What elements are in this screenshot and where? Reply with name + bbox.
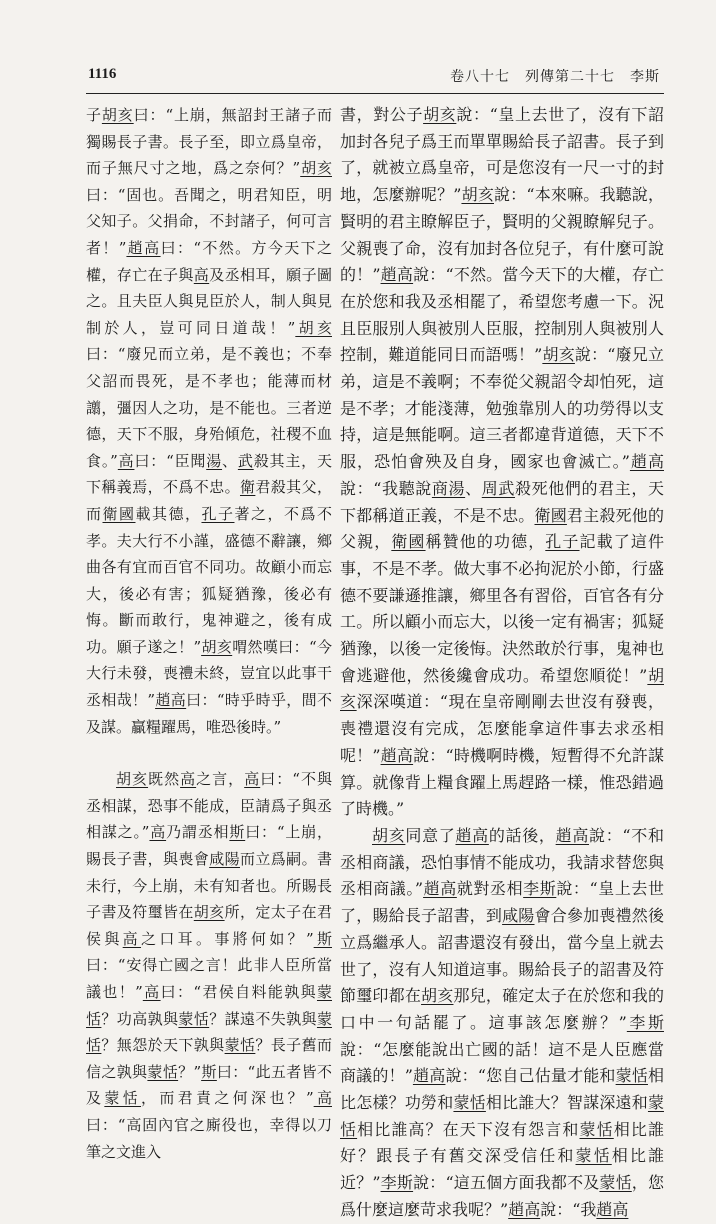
text-run: 所，定太子在君侯與 <box>86 903 332 948</box>
text-run: 同意了 <box>405 825 456 845</box>
proper-noun: 高 <box>122 929 142 948</box>
proper-noun: 趙高 <box>380 265 414 285</box>
classical-text-column <box>86 102 332 1165</box>
text-run: 曰：“高固內官之廝役也，幸得以刀筆之文進入 <box>86 1115 332 1161</box>
text-run: 就對丞相 <box>456 879 524 899</box>
proper-noun: 趙高 <box>126 238 161 257</box>
proper-noun: 趙高 <box>508 1199 541 1219</box>
proper-noun: 衛國 <box>391 532 426 552</box>
text-run: 記載了這件事，不是不孝。做大事不必拘泥於小節，行盛德不要謙遜推讓，鄉里各有習俗，百官各有分工。所以顧小而忘大，以後一定有禍害；狐疑猶豫，以後一定後悔。決然敢於行事，鬼神也會逃避他，然後纔會成功。希望您順從！” <box>340 532 664 685</box>
proper-noun: 咸陽 <box>209 850 240 869</box>
text-run: 稱贊他的功德， <box>425 532 546 552</box>
proper-noun: 趙高 <box>629 452 664 472</box>
text-run: ？謀遠不失孰與 <box>209 1009 317 1028</box>
proper-noun: 蒙恬 <box>453 1093 486 1113</box>
proper-noun: 衛 <box>239 478 256 497</box>
proper-noun: 周武 <box>481 478 516 498</box>
proper-noun: 斯 <box>313 929 332 948</box>
translation-text-column <box>340 102 664 1224</box>
proper-noun: 蒙恬 <box>147 1062 179 1081</box>
proper-noun: 蒙恬 <box>86 983 332 1028</box>
proper-noun: 趙高 <box>555 825 590 845</box>
text-run: 的話後， <box>488 825 556 845</box>
proper-noun: 蒙恬 <box>224 1036 256 1055</box>
text-run: 會合參加喪禮然後立爲繼承人。詔書還沒有發出，當今皇上就去世了，沒有人知道這事。賜給長子的詔書及符節璽印都在 <box>340 906 664 1006</box>
proper-noun: 斯 <box>229 823 246 842</box>
text-run: 載其德， <box>135 504 202 523</box>
translation-paragraph-1 <box>340 102 664 823</box>
proper-noun: 蒙恬 <box>575 1146 612 1166</box>
proper-noun: 胡亥 <box>101 106 134 124</box>
text-run: 喟然嘆曰：“今大行未發，喪禮未終，豈宜以此事干丞相哉！” <box>86 637 332 710</box>
text-run: 曰：“此五者皆不及 <box>86 1062 332 1108</box>
proper-noun: 胡亥 <box>193 903 225 922</box>
text-run: 說：“我 <box>540 1199 597 1219</box>
text-run: 曰：“上崩，賜長子書，與喪會 <box>86 823 332 869</box>
text-run: ？” <box>178 1062 202 1081</box>
text-run: 說：“您自己估量才能和 <box>445 1066 616 1086</box>
proper-noun: 胡亥 <box>542 345 575 365</box>
proper-noun: 胡亥 <box>116 770 149 789</box>
proper-noun: 蒙恬 <box>340 1093 664 1139</box>
text-run: 曰：“君侯自料能孰與 <box>160 983 317 1001</box>
proper-noun: 衛國 <box>102 504 136 523</box>
proper-noun: 斯 <box>201 1062 217 1081</box>
text-run: 相比誰好？跟長子有舊交深受信任和 <box>340 1119 664 1166</box>
text-run: 說：“皇上去世了，賜給長子詔書，到 <box>340 879 664 926</box>
proper-noun: 胡亥 <box>340 665 664 712</box>
text-run: 曰：“上崩，無詔封王諸子而獨賜長子書。長子至，即立爲皇帝，而子無尺寸之地，爲之奈何？” <box>86 106 332 178</box>
proper-noun: 胡亥 <box>300 159 332 178</box>
text-run: 曰：“臣聞 <box>134 451 207 470</box>
classical-paragraph-2 <box>86 766 332 1165</box>
proper-noun: 蒙恬 <box>178 1009 210 1028</box>
classical-paragraph-1 <box>86 102 332 740</box>
proper-noun: 武 <box>237 451 254 470</box>
proper-noun: 衛國 <box>534 505 567 525</box>
text-run: 既然 <box>148 770 181 789</box>
text-run: 相比誰大？智謀深遠和 <box>485 1093 648 1113</box>
text-run: 、 <box>222 451 238 470</box>
text-run: 而立爲嗣。書未行，今上崩，未有知者也。所賜長子書及符璽皆在 <box>86 850 332 922</box>
text-run: 相比誰高？在天下沒有怨言和 <box>357 1119 580 1139</box>
proper-noun: 胡亥 <box>372 825 406 845</box>
text-run: 、 <box>465 478 482 498</box>
text-run: 之口耳。事將何如？” <box>141 929 314 948</box>
text-run: ？功高孰與 <box>101 1009 179 1028</box>
text-run: 子 <box>86 106 102 124</box>
proper-noun: 高 <box>193 265 210 284</box>
proper-noun: 湯 <box>206 451 223 470</box>
proper-noun: 李斯 <box>380 1173 414 1193</box>
proper-noun: 趙高 <box>155 691 187 710</box>
proper-noun: 商湯 <box>431 478 466 498</box>
text-run: 著之，不爲不孝。夫大行不小謹，盛德不辭讓，鄉曲各有宜而百官不同功。故顧小而忘大，後必有害；狐疑猶豫，後必有悔。斷而敢行，鬼神避之，後有成功。願子遂之！” <box>86 504 332 656</box>
text-run: 說：“時機啊時機，短暫得不允許謀算。就像背上糧食躍上馬趕路一樣，惟恐錯過了時機。” <box>340 745 664 819</box>
text-run: 曰：“不與丞相謀，恐事不能成，臣請爲子與丞相謀之。” <box>86 770 332 842</box>
proper-noun: 李斯 <box>523 879 557 899</box>
text-run: ？長子舊而信之孰與 <box>86 1036 332 1081</box>
text-run: 曰：“時乎時乎，間不及謀。贏糧躍馬，唯恐後時。” <box>86 691 332 736</box>
paragraph-gap <box>86 740 332 766</box>
text-run: 曰：“安得亡國之言！此非人臣所當議也！” <box>86 956 332 1001</box>
proper-noun: 胡亥 <box>201 637 233 656</box>
proper-noun: 高 <box>180 770 197 789</box>
proper-noun: 蒙恬 <box>615 1066 648 1086</box>
translation-paragraph-2 <box>340 823 664 1224</box>
proper-noun: 咸陽 <box>502 906 535 926</box>
text-run: 相比誰近？” <box>340 1146 664 1193</box>
proper-noun: 胡亥 <box>421 986 454 1006</box>
page-number: 1116 <box>88 66 117 82</box>
text-run: ，而君責之何深也？” <box>141 1089 314 1108</box>
text-run: 說：“不然。當今天下的大權，存亡在於您和我及丞相罷了，希望您考慮一下。況且臣服別人與被別人臣服，控制別人與被別人控制，難道能同日而語嗎！” <box>340 265 664 365</box>
proper-noun: 高 <box>117 451 135 470</box>
text-run: 書，對公子 <box>340 105 424 124</box>
proper-noun: 趙高 <box>380 745 414 765</box>
text-run: 說：“這五個方面我都不及 <box>413 1173 600 1193</box>
proper-noun: 蒙恬 <box>579 1119 614 1139</box>
text-run: 曰：“廢兄而立弟，是不義也；不奉父詔而畏死，是不孝也；能薄而材譾，彊因人之功，是不能也。三者逆德，天下不服，身殆傾危，社稷不血食。” <box>86 345 332 470</box>
text-run: 說：“廢兄立弟，這是不義啊；不奉從父親詔令却怕死，這是不孝；才能淺薄，勉強靠別人的功勞得以支持，這是無能啊。這三者都違背道德，天下不服，恐怕會殃及自身，國家也會滅亡。” <box>340 345 664 472</box>
proper-noun: 胡亥 <box>461 185 494 205</box>
text-run: 曰：“固也。吾聞之，明君知臣，明父知子。父捐命，不封諸子，何可言者！” <box>86 185 332 257</box>
text-run: 說：“皇上去世了，沒有下詔加封各兒子爲王而單單賜給長子詔書。長子到了，就被立爲皇帝，可是您沒有一尺一寸的封地，怎麼辦呢？” <box>340 105 664 205</box>
text-run: 君主殺死他的父親， <box>340 505 664 552</box>
proper-noun: 高 <box>149 823 167 842</box>
running-head: 卷八十七 列傳第二十七 李斯 <box>450 69 660 85</box>
text-run: 說：“不和丞相商議，恐怕事情不能成功，我請求替您與丞相商議。” <box>340 825 664 899</box>
proper-noun: 趙高 <box>423 879 457 899</box>
text-run: ？無怨於天下孰與 <box>101 1036 225 1055</box>
text-run: 乃謂丞相 <box>166 823 230 842</box>
proper-noun: 高 <box>244 770 261 789</box>
proper-noun: 李斯 <box>626 1012 664 1032</box>
proper-noun: 蒙恬 <box>599 1173 632 1193</box>
text-run: 那兒，確定太子在於您和我的口中一句話罷了。這事該怎麼辦？” <box>340 986 664 1032</box>
proper-noun: 趙高 <box>412 1066 446 1086</box>
proper-noun: 高 <box>313 1089 332 1108</box>
text-run: 深深嘆道：“現在皇帝剛剛去世沒有發喪，喪禮還沒有完成，怎麼能拿這件事去求丞相呢！” <box>340 692 664 765</box>
proper-noun: 胡亥 <box>295 318 332 337</box>
proper-noun: 趙高 <box>596 1199 629 1219</box>
text-run: ，您爲什麼這麼苛求我呢？” <box>340 1173 664 1219</box>
proper-noun: 趙高 <box>455 825 489 845</box>
text-run: 殺死他們的君主，天下都稱道正義，不是不忠。 <box>340 478 664 525</box>
text-run: 相比怎樣？功勞和 <box>340 1066 664 1113</box>
text-run: 說：“本來嘛。我聽說，賢明的君主瞭解臣子，賢明的父親瞭解兒子。父親喪了命，沒有加封各位兒子，有什麼可說的！” <box>340 185 664 285</box>
proper-noun: 胡亥 <box>423 105 457 124</box>
text-run: 殺其主，天下稱義焉，不爲不忠。 <box>86 451 332 497</box>
proper-noun: 蒙恬 <box>104 1089 142 1108</box>
text-run: 之言， <box>196 770 245 789</box>
text-run: 及丞相耳，願子圖之。且夫臣人與見臣於人，制人與見制於人，豈可同日道哉！” <box>86 265 332 337</box>
text-run: 君殺其父，而 <box>86 478 332 523</box>
proper-noun: 孔子 <box>201 504 235 523</box>
header-rule <box>86 93 664 94</box>
text-run: 說：“怎麼能說出亡國的話！這不是人臣應當商議的！” <box>340 1039 664 1086</box>
text-run: 說：“我聽說 <box>340 478 432 498</box>
proper-noun: 高 <box>142 983 161 1001</box>
text-run: 曰：“不然。方今天下之權，存亡在子與 <box>86 238 332 284</box>
proper-noun: 蒙恬 <box>86 1009 332 1055</box>
proper-noun: 孔子 <box>545 532 580 552</box>
